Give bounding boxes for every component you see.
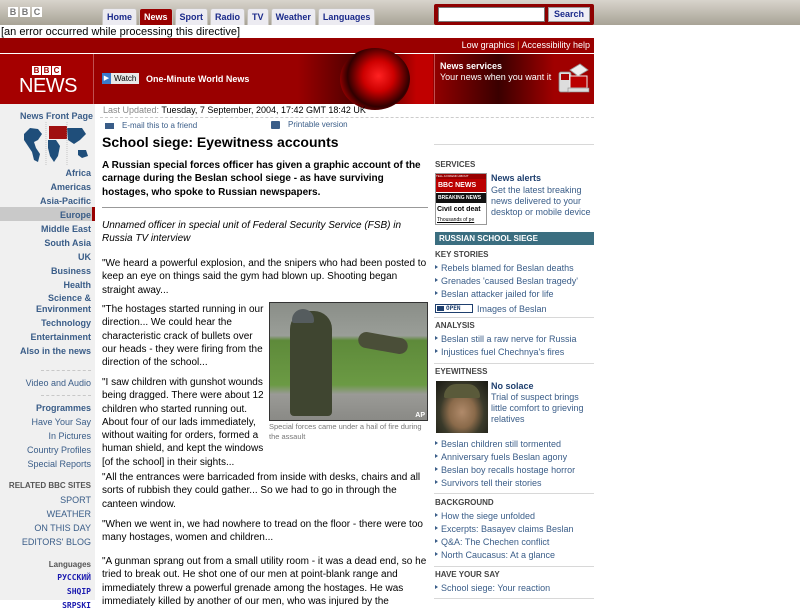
devices-icon <box>556 62 590 96</box>
tab-tv[interactable]: TV <box>247 8 269 25</box>
analysis-link[interactable]: Injustices fuel Chechnya's fires <box>435 347 564 357</box>
alerts-img-sub: Thousands of pe <box>437 217 475 223</box>
background-header: BACKGROUND <box>435 498 494 507</box>
divider <box>434 363 594 364</box>
have-your-say-header: HAVE YOUR SAY <box>435 570 500 579</box>
printer-icon <box>271 121 280 129</box>
nav-in-pictures[interactable]: In Pictures <box>48 431 91 441</box>
logo-letter: B <box>33 66 40 75</box>
key-story-link[interactable]: Rebels blamed for Beslan deaths <box>435 263 574 273</box>
utility-strip <box>0 38 594 53</box>
watch-label: Watch <box>111 73 139 84</box>
tab-news[interactable]: News <box>139 8 173 25</box>
lang-albanian[interactable]: SHQIP <box>66 587 91 596</box>
eyewitness-link[interactable]: Beslan children still tormented <box>435 439 561 449</box>
nav-weather[interactable]: WEATHER <box>46 509 91 519</box>
no-solace-desc: Trial of suspect brings little comfort to grieving relatives <box>491 392 584 424</box>
nav-on-this-day[interactable]: ON THIS DAY <box>34 523 91 533</box>
divider <box>434 566 594 567</box>
key-story-link[interactable]: Beslan attacker jailed for life <box>435 289 554 299</box>
analysis-link[interactable]: Beslan still a raw nerve for Russia <box>435 334 577 344</box>
nav-sport[interactable]: SPORT <box>60 495 91 505</box>
nav-entertainment[interactable]: Entertainment <box>30 332 91 342</box>
divider <box>434 598 594 599</box>
nav-business[interactable]: Business <box>50 266 91 276</box>
nav-americas[interactable]: Americas <box>50 182 91 192</box>
tab-sport[interactable]: Sport <box>175 8 209 25</box>
related-sites-header: RELATED BBC SITES <box>8 481 91 490</box>
logo-letter: C <box>53 66 60 75</box>
divider <box>41 395 91 396</box>
logo-news-text: NEWS <box>19 75 77 97</box>
nav-asia-pacific[interactable]: Asia-Pacific <box>39 196 91 206</box>
nav-middle-east[interactable]: Middle East <box>40 224 91 234</box>
left-sidebar <box>0 104 95 610</box>
secondary-nav <box>9 365 91 613</box>
last-updated <box>103 105 366 115</box>
search-button[interactable]: Search <box>548 7 590 22</box>
photo-figure <box>357 331 409 355</box>
nav-uk[interactable]: UK <box>78 252 91 262</box>
email-link[interactable] <box>105 121 197 130</box>
lang-serbian[interactable]: SRPSKI <box>62 601 91 610</box>
eyewitness-link[interactable]: Beslan boy recalls hostage horror <box>435 465 575 475</box>
news-front-page-link[interactable]: News Front Page <box>19 111 93 121</box>
divider <box>434 493 594 494</box>
services-subtitle: Your news when you want it <box>440 72 552 82</box>
services-title: News services <box>440 61 503 71</box>
divider <box>100 117 594 118</box>
paragraph: "The hostages started running in our direction... We could hear the characteristic crack of bullets over our heads - they were firing from the direction of the school... <box>102 304 264 369</box>
logo-letter: B <box>43 66 50 75</box>
nav-editors-blog[interactable]: EDITORS' BLOG <box>21 537 91 547</box>
nav-tabs <box>102 8 375 25</box>
key-stories-header: KEY STORIES <box>435 250 489 259</box>
eyewitness-header: EYEWITNESS <box>435 367 488 376</box>
nav-video-audio[interactable]: Video and Audio <box>25 378 91 388</box>
separator: | <box>517 40 520 50</box>
logo-letter: B <box>21 7 29 17</box>
paragraph: "I saw children with gunshot wounds being dragged. There were about 12 children who started running out. About four of our lads immediately, without waiting for orders, formed a human shield, and kept the windows [of the school] in their sights... <box>102 377 264 468</box>
images-of-beslan-link[interactable]: Images of Beslan <box>477 304 547 314</box>
watch-button[interactable] <box>102 73 139 84</box>
russian-school-siege-header: RUSSIAN SCHOOL SIEGE <box>435 232 594 245</box>
alerts-img-breaking: BREAKING NEWS <box>436 193 486 203</box>
eyewitness-photo[interactable] <box>436 381 488 433</box>
background-link[interactable]: North Caucasus: At a glance <box>435 550 555 560</box>
key-story-link[interactable]: Grenades 'caused Beslan tragedy' <box>435 276 578 286</box>
services-header: SERVICES <box>435 160 476 169</box>
print-link[interactable] <box>271 120 348 129</box>
world-map-icon[interactable] <box>20 122 92 166</box>
tab-home[interactable]: Home <box>102 8 137 25</box>
bbc-logo[interactable] <box>8 7 42 17</box>
news-alerts-desc: Get the latest breaking news delivered to your desktop or mobile device <box>491 185 591 217</box>
search-input[interactable] <box>438 7 545 22</box>
news-alerts-image[interactable] <box>435 173 487 225</box>
open-gallery-icon[interactable]: OPEN <box>435 304 473 313</box>
nav-africa[interactable]: Africa <box>65 168 91 178</box>
nav-health[interactable]: Health <box>63 280 91 290</box>
have-your-say-link[interactable]: School siege: Your reaction <box>435 583 550 593</box>
article-photo <box>269 302 428 421</box>
watch-promo[interactable] <box>95 54 433 104</box>
tab-languages[interactable]: Languages <box>318 8 376 25</box>
logo-letter: C <box>33 7 41 17</box>
nav-have-your-say[interactable]: Have Your Say <box>31 417 91 427</box>
divider <box>434 144 594 145</box>
eyewitness-link[interactable]: Anniversary fuels Beslan agony <box>435 452 567 462</box>
globe-graphic <box>340 48 410 110</box>
tab-radio[interactable]: Radio <box>210 8 245 25</box>
divider <box>434 317 594 318</box>
article-title: School siege: Eyewitness accounts <box>102 134 339 150</box>
photo-figure <box>290 311 332 416</box>
no-solace-link[interactable]: No solace <box>491 381 534 391</box>
photo-caption: Special forces came under a hail of fire during the assault <box>269 422 422 441</box>
background-link[interactable]: Excerpts: Basayev claims Beslan <box>435 524 574 534</box>
email-link-label: E-mail this to a friend <box>122 121 198 130</box>
alerts-img-brand: BBC NEWS <box>436 179 486 192</box>
print-link-label: Printable version <box>288 120 348 129</box>
news-services-promo[interactable] <box>434 54 594 104</box>
paragraph: "We heard a powerful explosion, and the snipers who had been posted to keep an eye on things said the gym had blown up. Shooting began straight away... <box>102 258 427 296</box>
nav-science-environment[interactable]: Science & Environment <box>35 293 91 314</box>
paragraph: "All the entrances were barricaded from inside with desks, chairs and all sorts of rubbish they could gather... So we had to go in through the canteen window. <box>102 472 421 510</box>
region-nav <box>20 166 91 358</box>
languages-header: Languages <box>48 560 91 569</box>
nav-technology[interactable]: Technology <box>41 318 91 328</box>
background-link[interactable]: How the siege unfolded <box>435 511 535 521</box>
play-icon: ▶ <box>103 75 110 82</box>
low-graphics-link[interactable]: Low graphics <box>461 40 515 50</box>
news-alerts-link[interactable]: News alerts <box>491 173 542 183</box>
paragraph: "When we went in, we had nowhere to tread on the floor - there were too many hostages, women and children... <box>102 519 423 544</box>
paragraph: "A gunman sprang out from a small utility room - it was a dead end, so he tried to break out. He shot one of our men at point-blank range and immediately threw a powerful grenade among the hostages. He was immediately killed by another of our men, who was injured by the <box>102 556 427 607</box>
alerts-img-top: TELL A FRIEND ABOUT <box>436 174 486 179</box>
nav-programmes[interactable]: Programmes <box>35 403 91 413</box>
envelope-icon <box>105 123 114 129</box>
error-message: [an error occurred while processing this directive] <box>1 26 241 38</box>
logo-letter: B <box>9 7 17 17</box>
accessibility-link[interactable]: Accessibility help <box>521 40 590 50</box>
nav-europe[interactable]: Europe <box>59 210 91 220</box>
article-intro: A Russian special forces officer has given a graphic account of the carnage during the Beslan school siege - as have surviving hostages, who spoke to Russian newspapers. <box>102 160 421 198</box>
nav-special-reports[interactable]: Special Reports <box>27 459 91 469</box>
bbc-news-logo[interactable] <box>0 54 94 104</box>
search-box <box>434 4 594 25</box>
analysis-header: ANALYSIS <box>435 321 475 330</box>
eyewitness-link[interactable]: Survivors tell their stories <box>435 478 542 488</box>
nav-south-asia[interactable]: South Asia <box>44 238 91 248</box>
article-byline: Unnamed officer in special unit of Federal Security Service (FSB) in Russia TV interview <box>102 220 402 245</box>
background-link[interactable]: Q&A: The Chechen conflict <box>435 537 549 547</box>
news-banner <box>0 54 594 104</box>
photo-credit: AP <box>415 412 425 419</box>
top-nav-bar <box>0 0 800 25</box>
updated-label: Last Updated: <box>103 105 160 115</box>
updated-value: Tuesday, 7 September, 2004, 17:42 GMT 18:42 UK <box>161 105 366 115</box>
alerts-img-headline: Civil cot deat <box>437 206 481 213</box>
nav-country-profiles[interactable]: Country Profiles <box>26 445 91 455</box>
divider <box>41 370 91 371</box>
nav-also-in-news[interactable]: Also in the news <box>19 346 91 356</box>
watch-title[interactable]: One-Minute World News <box>146 74 250 84</box>
lang-russian[interactable]: РУССКИЙ <box>57 573 91 582</box>
tab-weather[interactable]: Weather <box>271 8 316 25</box>
divider <box>102 207 428 208</box>
